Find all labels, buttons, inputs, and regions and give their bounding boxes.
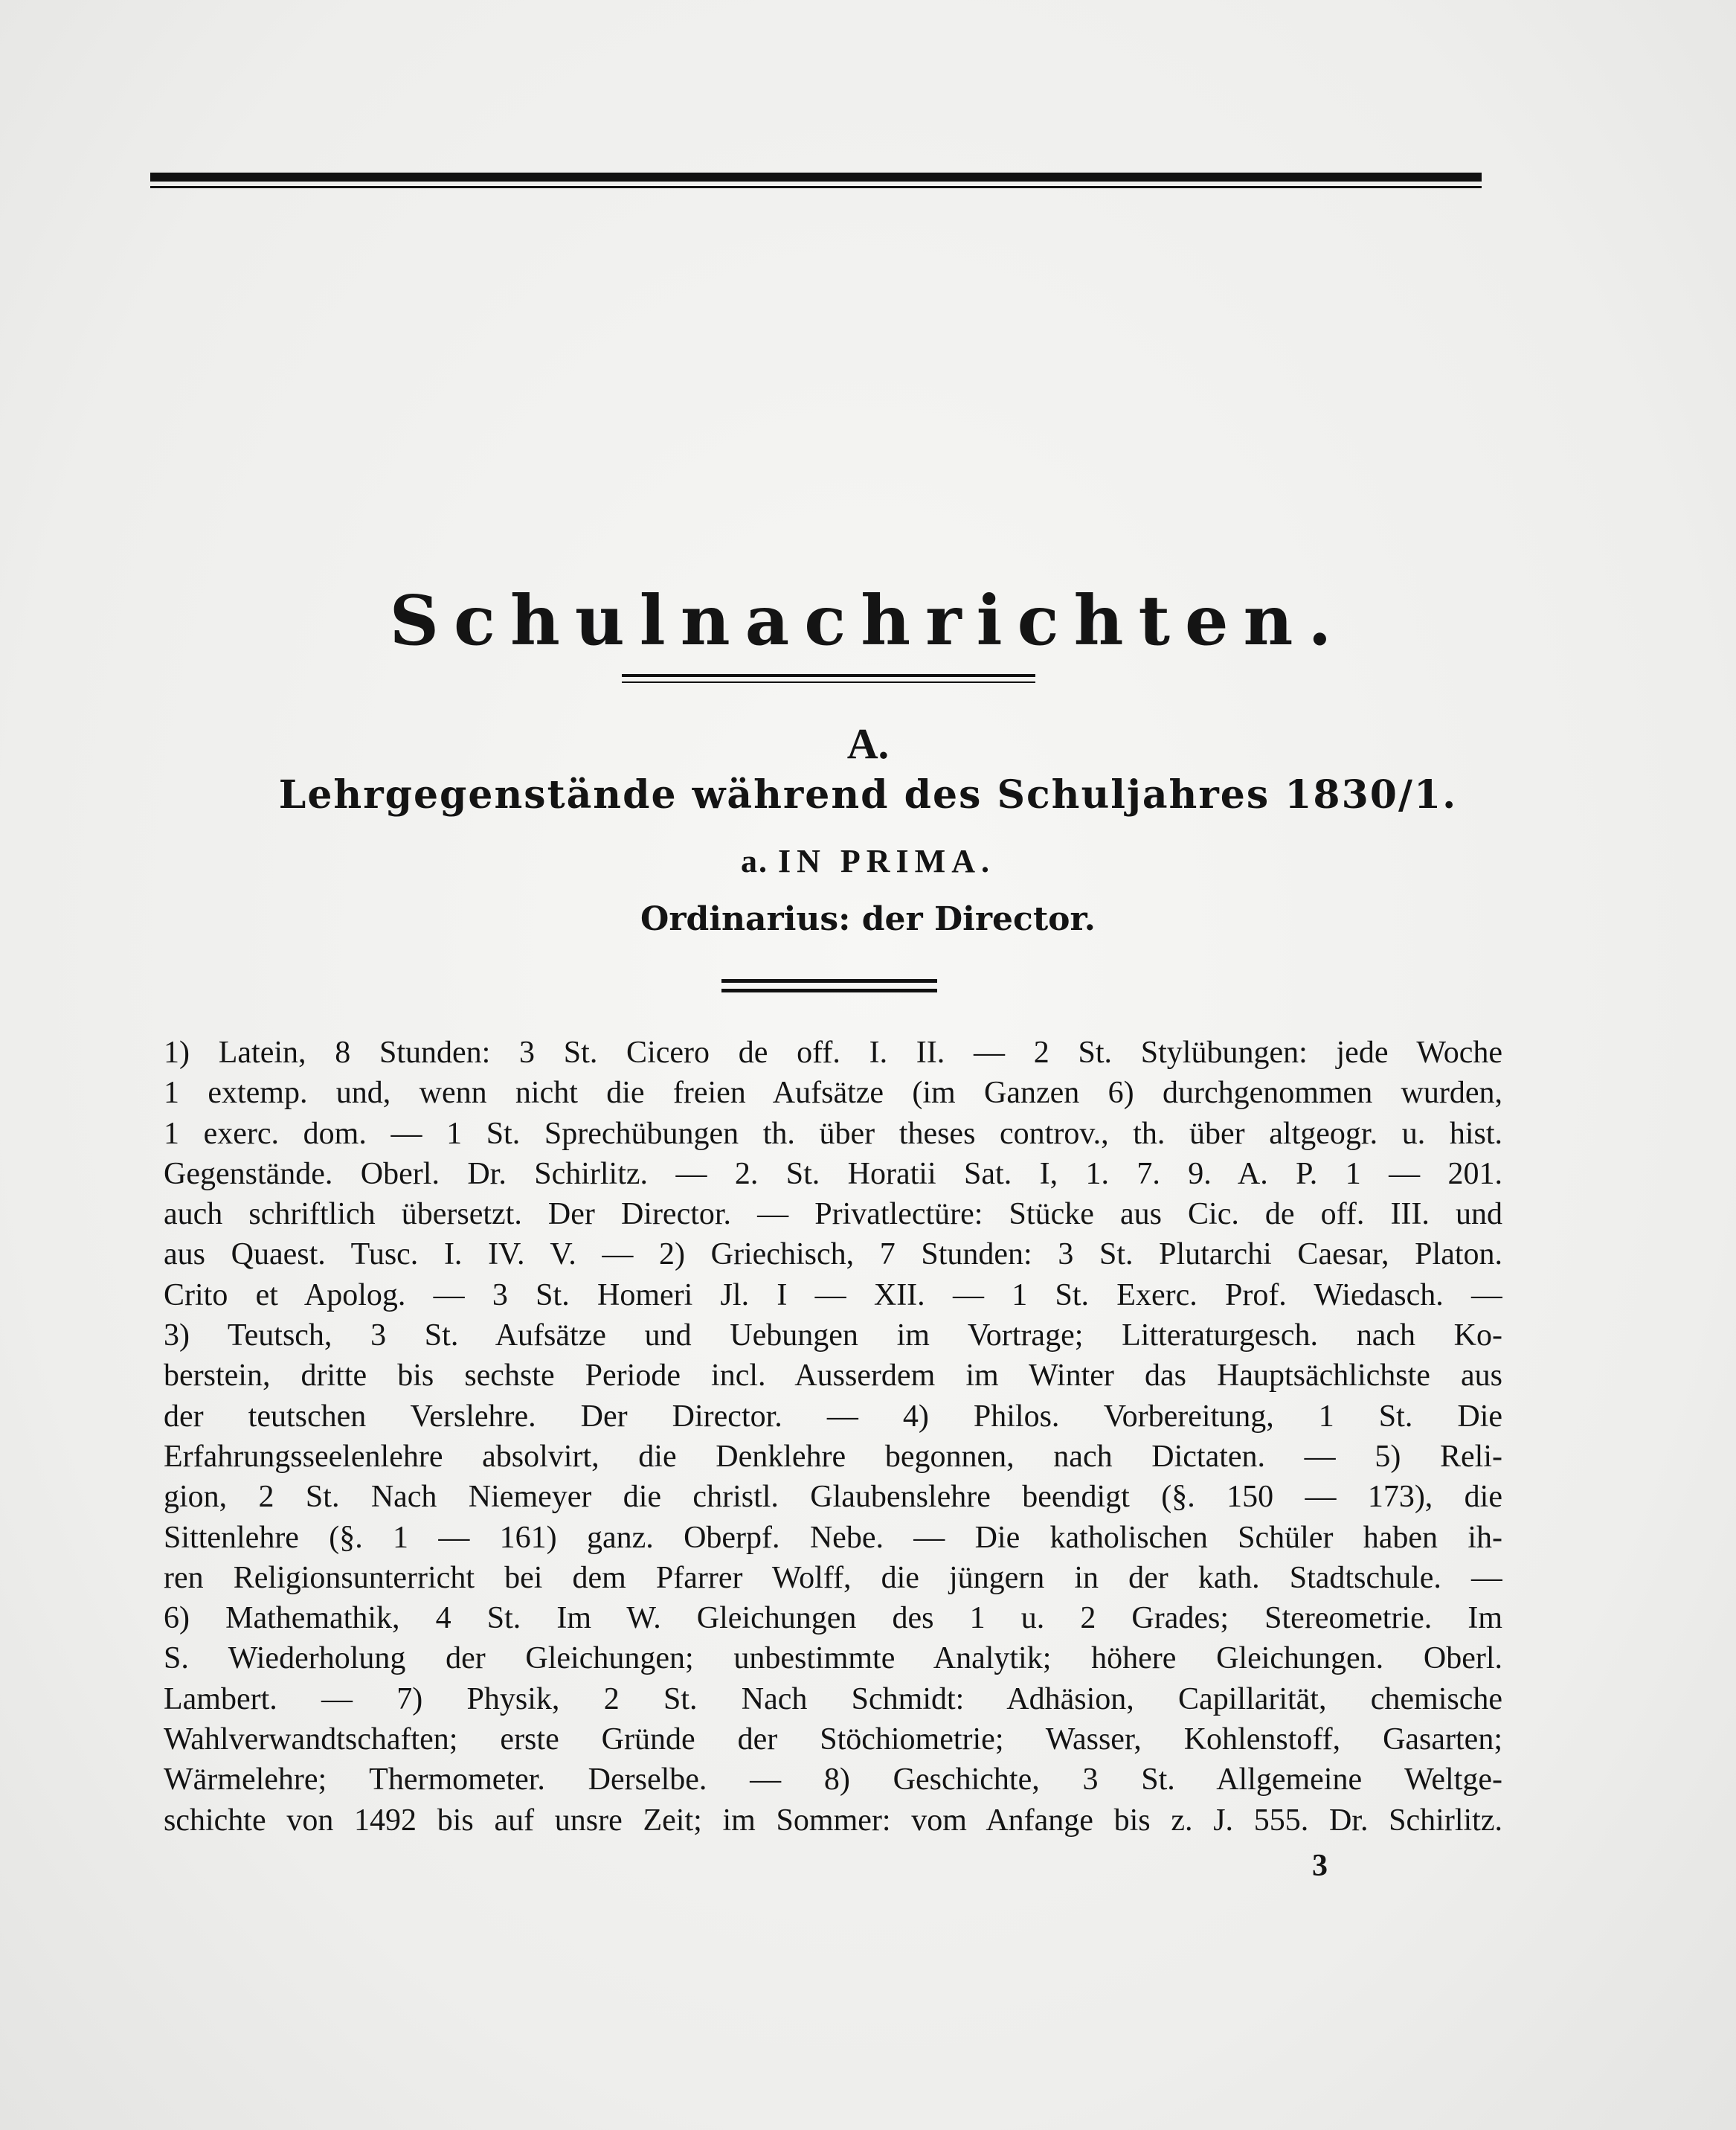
class-name: IN PRIMA. <box>778 843 995 879</box>
text-line: Wärmelehre; Thermometer. Derselbe. — 8) Geschichte, 3 St. Allgemeine Weltge- <box>164 1762 1502 1797</box>
text-line: 1 extemp. und, wenn nicht die freien Aufsätze (im Ganzen 6) durchgenommen wurden, <box>164 1076 1502 1111</box>
body-paragraph <box>164 1033 1502 1841</box>
text-line: Lambert. — 7) Physik, 2 St. Nach Schmidt: Adhäsion, Capillarität, chemische <box>164 1681 1502 1716</box>
text-line: auch schriftlich übersetzt. Der Director. — Privatlectüre: Stücke aus Cic. de off. III. und <box>164 1197 1502 1232</box>
heading-separator-rule <box>721 979 937 983</box>
text-line: der teutschen Verslehre. Der Director. — 4) Philos. Vorbereitung, 1 St. Die <box>164 1399 1502 1434</box>
text-line: Crito et Apolog. — 3 St. Homeri Jl. I — XII. — 1 St. Exerc. Prof. Wiedasch. — <box>164 1277 1502 1312</box>
text-line: Erfahrungsseelenlehre absolvirt, die Denklehre begonnen, nach Dictaten. — 5) Reli- <box>164 1439 1502 1474</box>
ordinarius-line: Ordinarius: der Director. <box>640 900 1096 938</box>
text-line: Gegenstände. Oberl. Dr. Schirlitz. — 2. St. Horatii Sat. I, 1. 7. 9. A. P. 1 — 201. <box>164 1156 1502 1191</box>
text-line: Sittenlehre (§. 1 — 161) ganz. Oberpf. Nebe. — Die katholischen Schüler haben ih- <box>164 1520 1502 1555</box>
title-underline-rule <box>622 674 1035 677</box>
section-letter: A. <box>846 719 890 768</box>
class-heading <box>0 842 1736 880</box>
section-heading: Lehrgegenstände während des Schuljahres 1830/1. <box>278 772 1458 818</box>
text-line: S. Wiederholung der Gleichungen; unbestimmte Analytik; höhere Gleichungen. Oberl. <box>164 1641 1502 1676</box>
text-line: Wahlverwandtschaften; erste Gründe der Stöchiometrie; Wasser, Kohlenstoff, Gasarten; <box>164 1722 1502 1757</box>
class-label: a. <box>741 843 768 879</box>
top-double-rule <box>150 173 1482 182</box>
text-line: gion, 2 St. Nach Niemeyer die christl. Glaubenslehre beendigt (§. 150 — 173), die <box>164 1480 1502 1515</box>
text-line: ren Religionsunterricht bei dem Pfarrer Wolff, die jüngern in der kath. Stadtschule. — <box>164 1560 1502 1595</box>
page-title: Schulnachrichten. <box>389 580 1347 661</box>
page-number: 3 <box>1312 1849 1328 1883</box>
text-line: 6) Mathemathik, 4 St. Im W. Gleichungen des 1 u. 2 Grades; Stereometrie. Im <box>164 1601 1502 1636</box>
text-line: 3) Teutsch, 3 St. Aufsätze und Uebungen im Vortrage; Litteraturgesch. nach Ko- <box>164 1318 1502 1353</box>
text-line: berstein, dritte bis sechste Periode incl. Ausserdem im Winter das Hauptsächlichste aus <box>164 1358 1502 1393</box>
text-line: 1) Latein, 8 Stunden: 3 St. Cicero de off. I. II. — 2 St. Stylübungen: jede Woche <box>164 1036 1502 1070</box>
text-line: 1 exerc. dom. — 1 St. Sprechübungen th. über theses controv., th. über altgeogr. u. hist. <box>164 1116 1502 1151</box>
text-line: aus Quaest. Tusc. I. IV. V. — 2) Griechisch, 7 Stunden: 3 St. Plutarchi Caesar, Platon. <box>164 1237 1502 1272</box>
text-line: schichte von 1492 bis auf unsre Zeit; im Sommer: vom Anfange bis z. J. 555. Dr. Schirlitz. <box>164 1803 1502 1838</box>
